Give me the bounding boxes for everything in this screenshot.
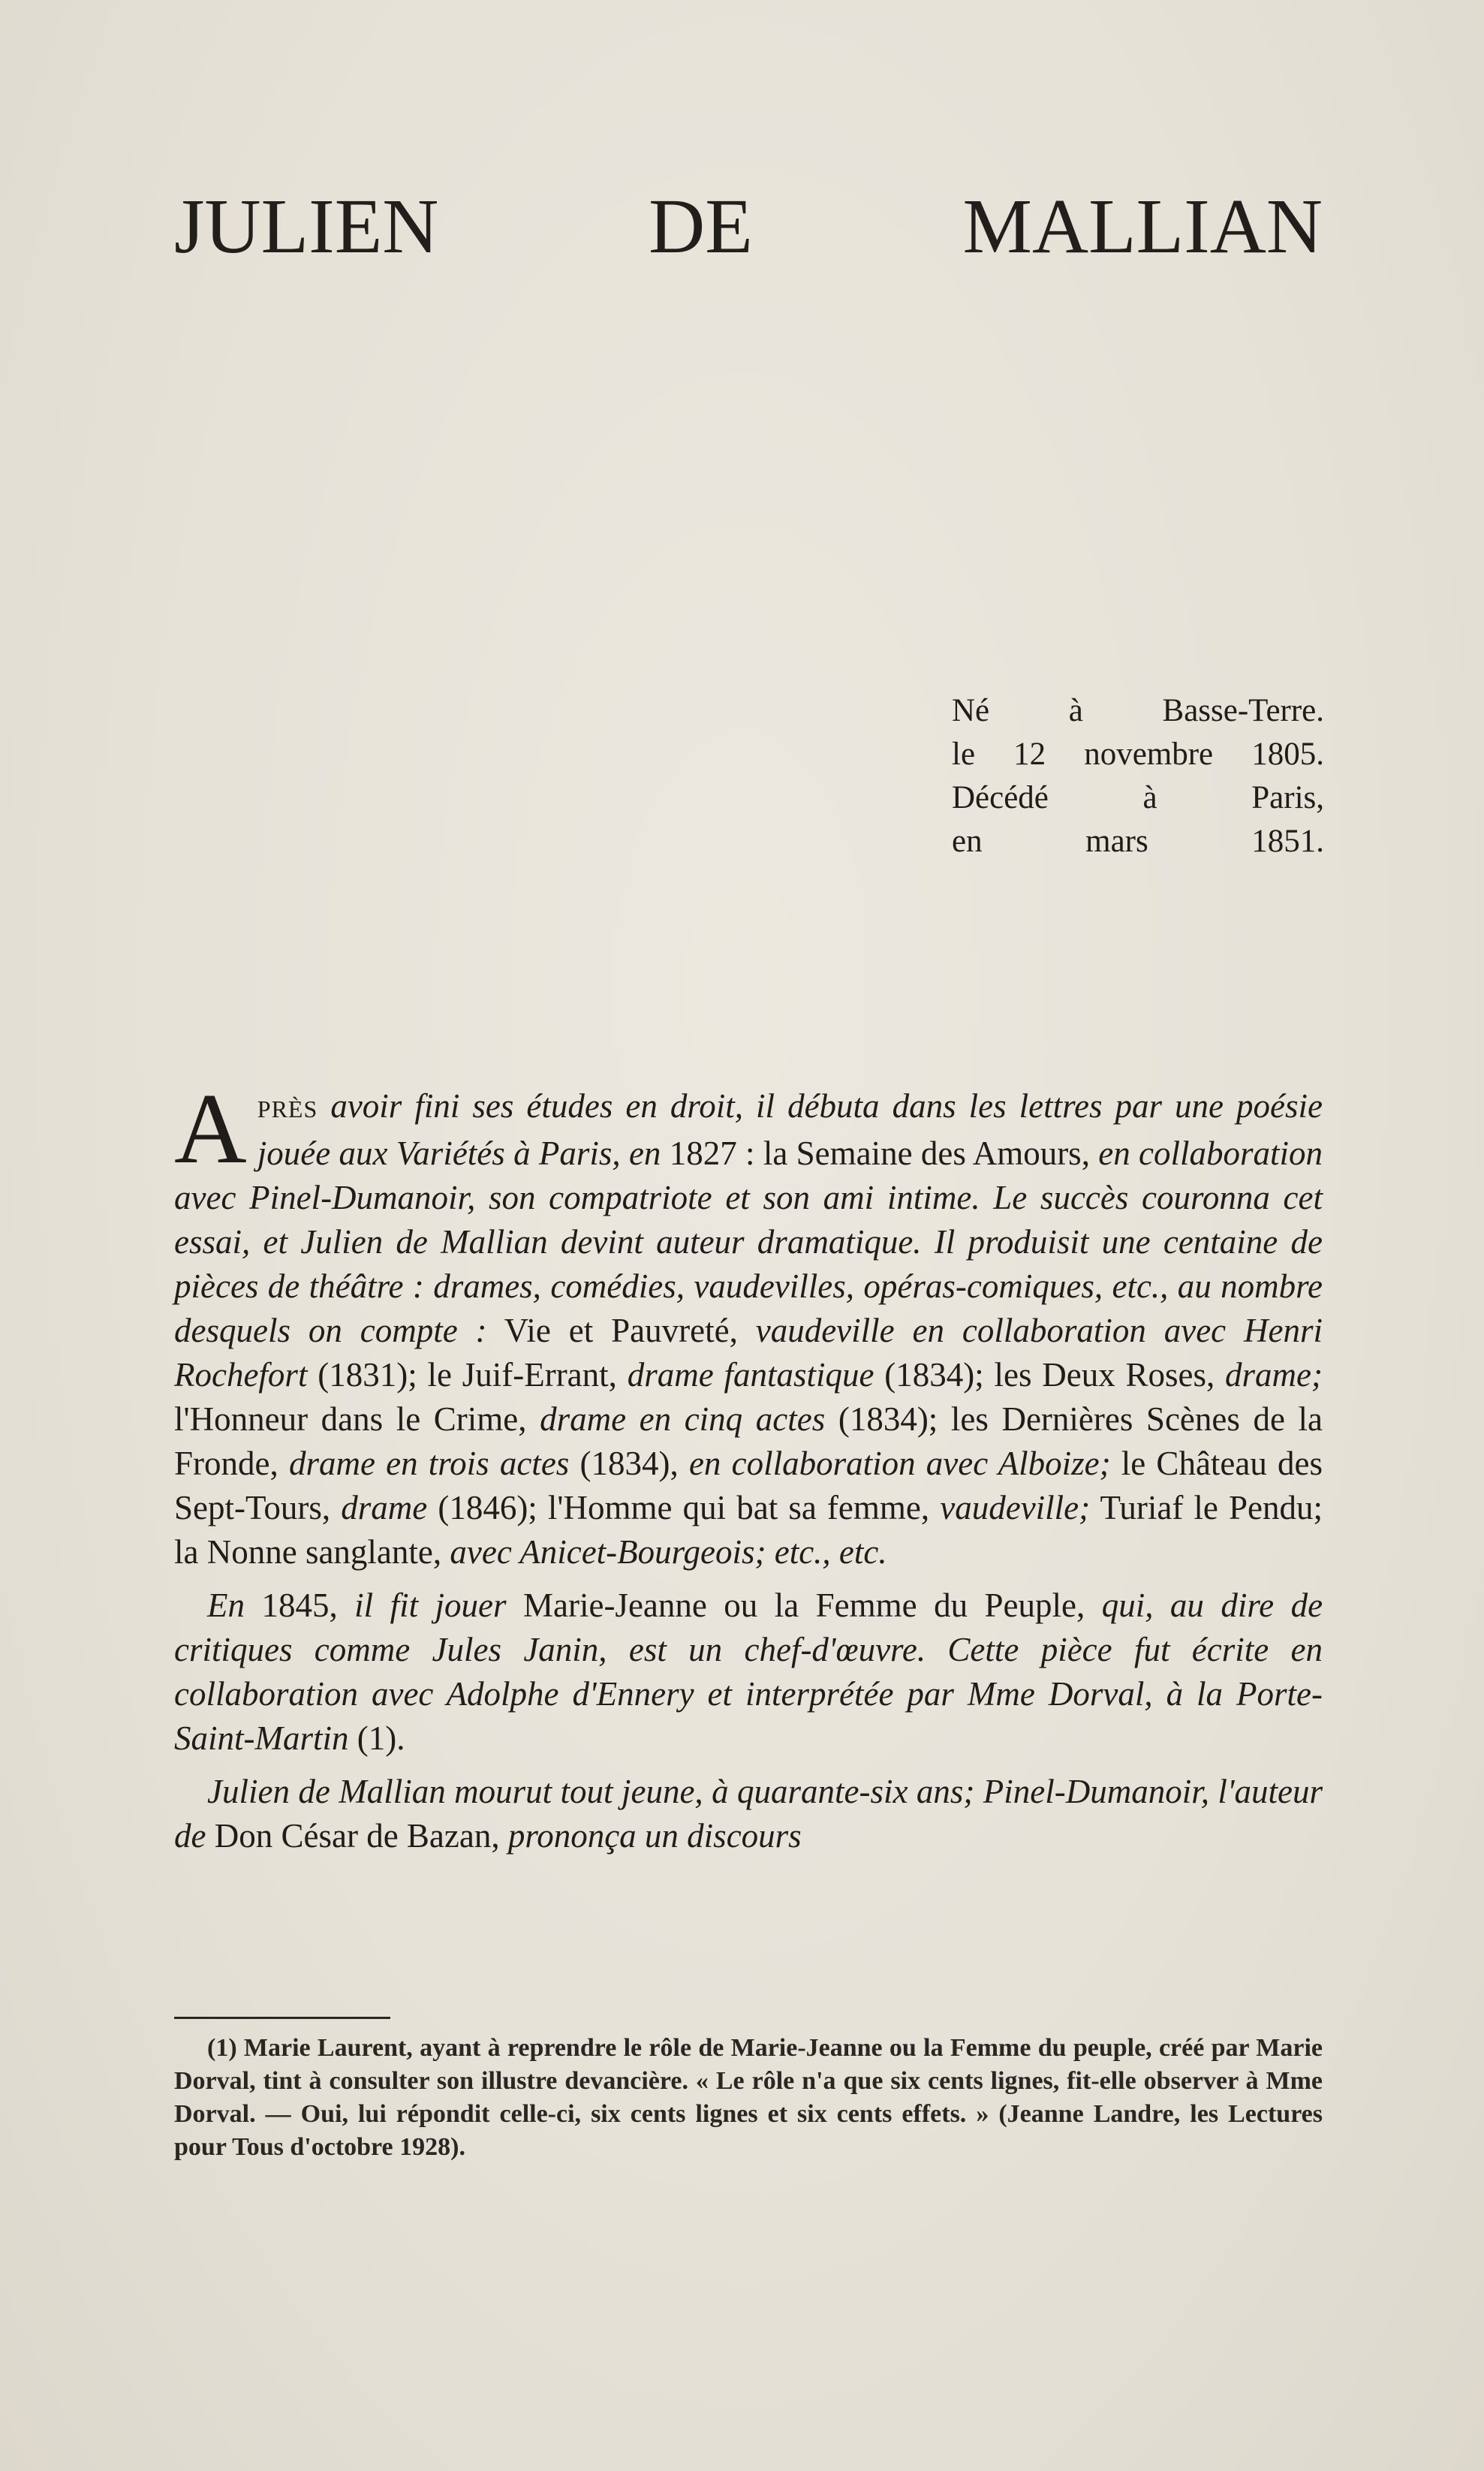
chapter-title: JULIEN DE MALLIAN [174,183,1323,270]
text-segment: il fit jouer [354,1587,507,1624]
text-segment: En [207,1587,245,1624]
paragraph-3 [174,1770,1323,1858]
work-title: Vie et Pauvreté, [504,1312,738,1349]
work-title: Marie-Jeanne ou la Femme du Peuple, [523,1587,1085,1624]
work-title: Don César de Bazan, [214,1817,500,1855]
text-segment: Julien de Mallian mourut tout jeune, à quarante-six ans; Pinel-Dumanoir, l'auteur de [174,1773,1323,1855]
text-segment: 1827 : la Semaine des Amours, [669,1135,1090,1172]
work-title: (1834); les Deux Roses, [884,1356,1215,1394]
paragraph-1 [174,1073,1323,1575]
text-segment: vaudeville en collaboration avec Henri Rochefort [174,1312,1323,1394]
birth-date-line: le 12 novembre 1805. [952,737,1324,772]
year: 1845, [261,1587,338,1624]
birth-death-dates [952,689,1324,863]
death-place-line: Décédé à Paris, [952,780,1324,815]
text-segment: en collaboration avec Alboize; [688,1445,1111,1482]
work-title: Turiaf le Pendu; la Nonne sanglante, [174,1489,1323,1571]
text-segment: qui, au dire de critiques comme Jules Janin, est un chef-d'œuvre. Cette pièce fut écrite en collaboration avec Adolphe d'Ennery et interprétée par Mme Dorval, à la Porte-Saint-Martin [174,1587,1323,1757]
drop-cap: A [174,1073,247,1184]
work-title: (1834), [579,1445,679,1482]
lead-small-caps: PRÈS [257,1095,318,1122]
text-segment: drame; [1225,1356,1323,1394]
text-segment: avec Anicet-Bourgeois; etc., etc. [450,1533,887,1571]
work-title: (1846); l'Homme qui bat sa femme, [438,1489,930,1526]
work-title: l'Honneur dans le Crime, [174,1400,527,1438]
text-segment: drame fantastique [627,1356,874,1394]
birth-place-line: Né à Basse-Terre. [952,693,1324,728]
text-segment: avoir fini ses études en droit, il débuta dans les lettres par une poésie jouée aux Variétés à Paris, en [257,1087,1323,1172]
work-title: (1834); les Dernières Scènes de la Fronde, [174,1400,1323,1482]
biography-text [174,1073,1323,1867]
text-segment: drame en cinq actes [540,1400,826,1438]
text-segment: prononça un discours [507,1817,802,1855]
text-segment: drame en trois actes [288,1445,570,1482]
footnote-divider [174,2017,390,2019]
death-date-line: en mars 1851. [952,824,1324,859]
work-title: le Château des Sept-Tours, [174,1445,1323,1526]
text-segment: vaudeville; [940,1489,1091,1526]
work-title: (1831); le Juif-Errant, [318,1356,617,1394]
text-segment: en collaboration avec Pinel-Dumanoir, son compatriote et son ami intime. Le succès couronna cet essai, et Julien de Mallian devint auteur dramatique. Il produisit une centaine de pièces de théâtre : drames, comédies, vaudevilles, opéras-comiques, etc., au nombre desquels on compte : [174,1135,1323,1349]
paragraph-2 [174,1584,1323,1761]
footnote: (1) Marie Laurent, ayant à reprendre le rôle de Marie-Jeanne ou la Femme du peuple, créé par Marie Dorval, tint à consulter son illustre devancière. « Le rôle n'a que six cents lignes, fit-elle observer à Mme Dorval. — Oui, lui répondit celle-ci, six cents lignes et six cents effets. » (Jeanne Landre, les Lectures pour Tous d'octobre 1928). [174,2034,1323,2161]
text-segment: drame [341,1489,428,1526]
footnote-ref: (1). [357,1719,405,1757]
